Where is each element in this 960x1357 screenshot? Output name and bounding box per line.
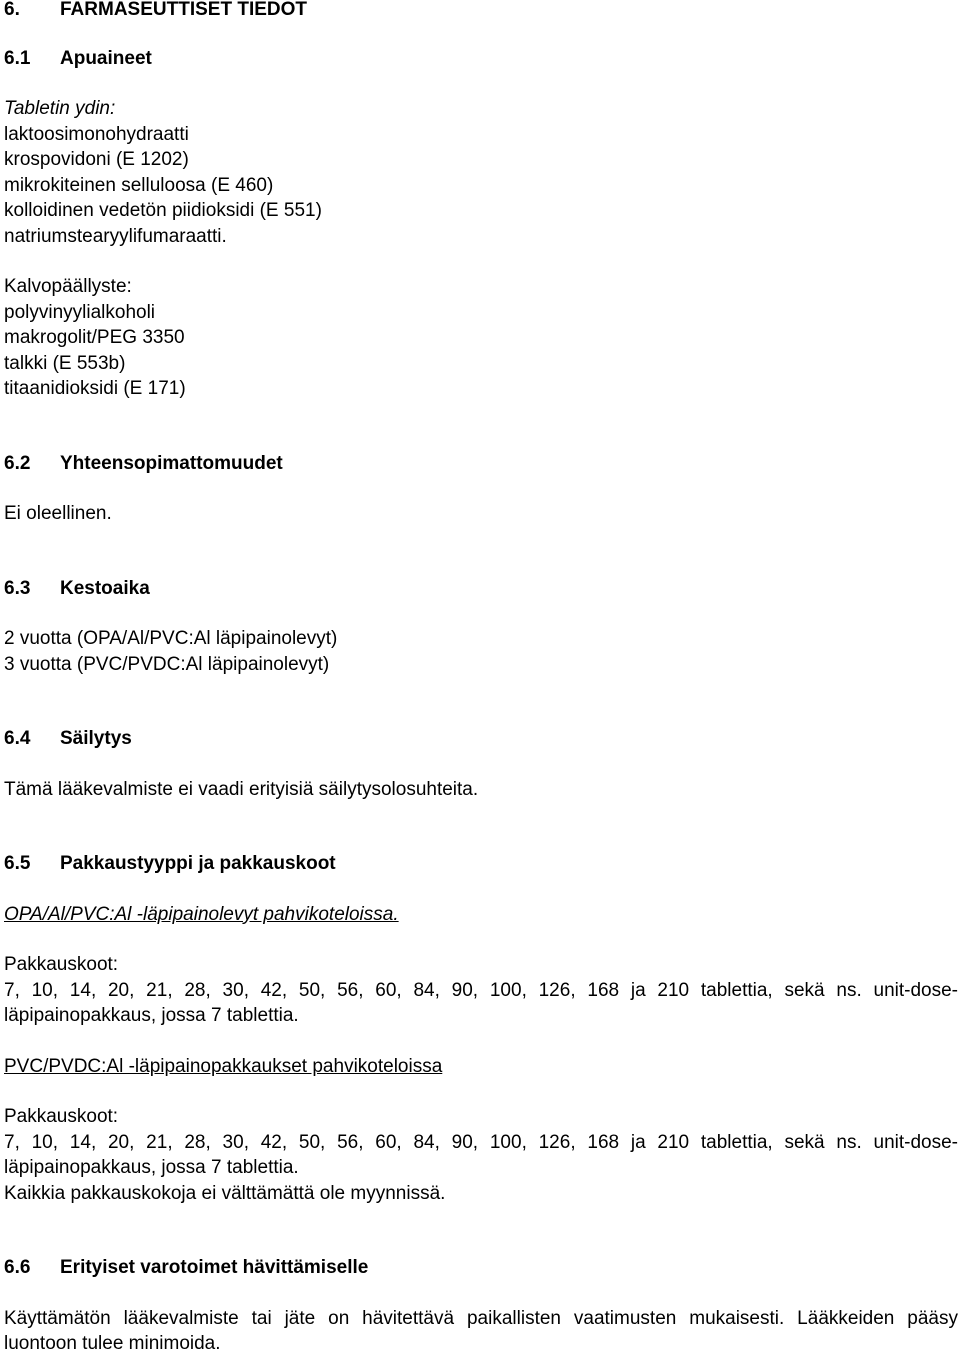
excipient-item: laktoosimonohydraatti bbox=[4, 123, 189, 145]
core-heading: Tabletin ydin: bbox=[4, 98, 116, 119]
section-title: FARMASEUTTISET TIEDOT bbox=[60, 0, 307, 20]
excipient-item: natriumstearyylifumaraatti. bbox=[4, 225, 227, 247]
pack-type-title: PVC/PVDC:Al -läpipainopakkaukset pahvikoteloissa bbox=[4, 1055, 443, 1077]
section-title: Erityiset varotoimet hävittämiselle bbox=[60, 1257, 369, 1278]
coating-item: talkki (E 553b) bbox=[4, 352, 126, 374]
pack-sizes-text: 7, 10, 14, 20, 21, 28, 30, 42, 50, 56, 60, 84, 90, 100, 126, 168 ja 210 tablettia, sekä ns. unit-dose-läpipainopakkaus, jossa 7 tablettia. bbox=[4, 1131, 958, 1178]
section-6-2-heading bbox=[4, 451, 958, 477]
section-title: Säilytys bbox=[60, 728, 132, 749]
pack-sizes-label: Pakkauskoot: bbox=[4, 954, 119, 975]
excipient-item: krospovidoni (E 1202) bbox=[4, 149, 189, 170]
coating-item: polyvinyylialkoholi bbox=[4, 301, 156, 323]
body-text: Tämä lääkevalmiste ei vaadi erityisiä säilytysolosuhteita. bbox=[4, 778, 479, 800]
document-page bbox=[4, 0, 958, 1357]
section-6-4-heading bbox=[4, 726, 958, 752]
availability-note: Kaikkia pakkauskokoja ei välttämättä ole myynnissä. bbox=[4, 1182, 446, 1204]
coating-item: titaanidioksidi (E 171) bbox=[4, 378, 186, 399]
section-title: Kestoaika bbox=[60, 577, 150, 599]
section-number: 6.4 bbox=[4, 728, 31, 749]
coating-item: makrogolit/PEG 3350 bbox=[4, 327, 185, 348]
section-number: 6.5 bbox=[4, 853, 31, 874]
shelf-life-line: 3 vuotta (PVC/PVDC:Al läpipainolevyt) bbox=[4, 653, 330, 675]
section-number: 6.3 bbox=[4, 577, 31, 599]
shelf-life-line: 2 vuotta (OPA/Al/PVC:Al läpipainolevyt) bbox=[4, 628, 338, 649]
section-6-heading bbox=[4, 0, 958, 23]
section-title: Apuaineet bbox=[60, 47, 152, 69]
section-6-1-heading bbox=[4, 46, 958, 72]
excipient-item: kolloidinen vedetön piidioksidi (E 551) bbox=[4, 200, 322, 221]
section-6-5-heading bbox=[4, 851, 958, 877]
section-title: Pakkaustyyppi ja pakkauskoot bbox=[60, 853, 336, 874]
section-6-3-heading bbox=[4, 576, 958, 602]
section-title: Yhteensopimattomuudet bbox=[60, 452, 283, 474]
disposal-text: Käyttämätön lääkevalmiste tai jäte on hävitettävä paikallisten vaatimusten mukaisesti. Lääkkeiden pääsy luontoon tulee minimoida. bbox=[4, 1307, 958, 1354]
section-number: 6. bbox=[4, 0, 20, 20]
excipient-item: mikrokiteinen selluloosa (E 460) bbox=[4, 174, 274, 196]
section-number: 6.6 bbox=[4, 1257, 31, 1278]
section-number: 6.2 bbox=[4, 452, 31, 474]
body-text: Ei oleellinen. bbox=[4, 503, 112, 524]
section-number: 6.1 bbox=[4, 47, 31, 69]
pack-type-title: OPA/Al/PVC:Al -läpipainolevyt pahvikoteloissa. bbox=[4, 903, 399, 925]
pack-sizes-text: 7, 10, 14, 20, 21, 28, 30, 42, 50, 56, 60, 84, 90, 100, 126, 168 ja 210 tablettia, sekä ns. unit-dose-läpipainopakkaus, jossa 7 tablettia. bbox=[4, 979, 958, 1026]
coating-heading: Kalvopäällyste: bbox=[4, 276, 132, 297]
pack-sizes-label: Pakkauskoot: bbox=[4, 1106, 119, 1127]
section-6-6-heading bbox=[4, 1255, 958, 1281]
